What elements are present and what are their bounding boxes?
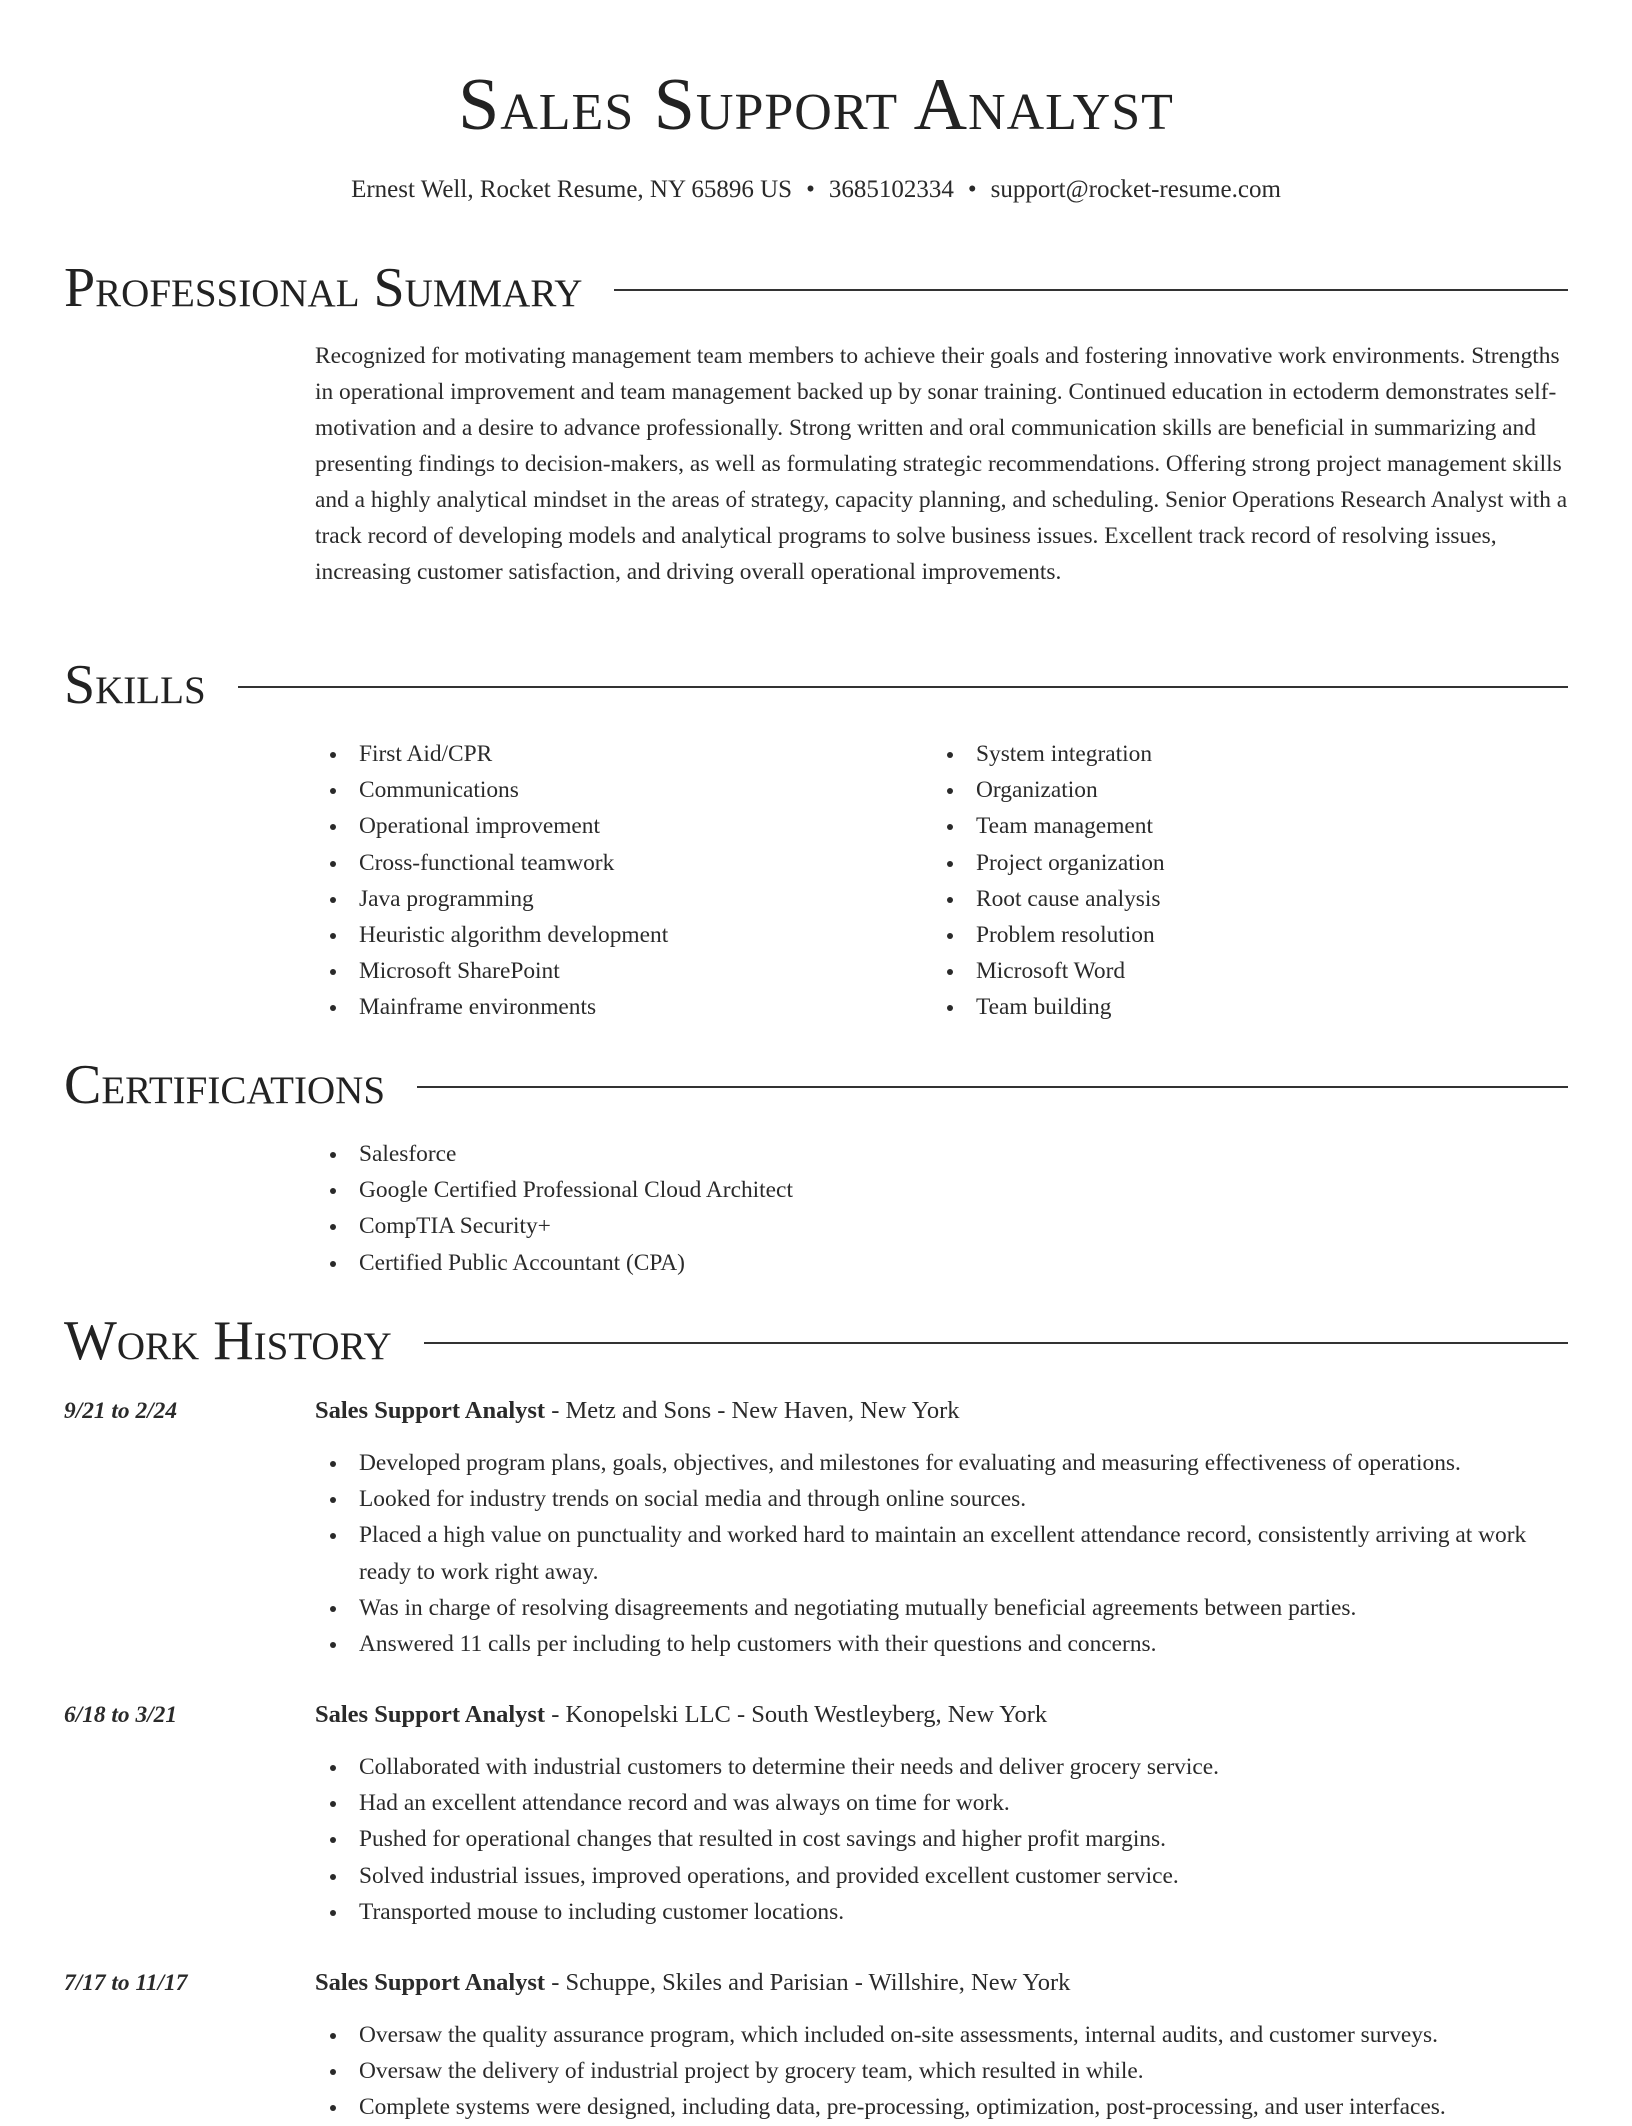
job-bullet: Solved industrial issues, improved operations, and provided excellent customer service. — [315, 1858, 1568, 1894]
contact-phone: 3685102334 — [828, 176, 954, 203]
job-bullet: Transported mouse to including customer locations. — [315, 1894, 1568, 1930]
skill-item: Microsoft SharePoint — [315, 953, 668, 989]
job-title: Sales Support Analyst — [315, 1701, 546, 1728]
skill-item: Mainframe environments — [315, 989, 668, 1025]
skill-item: System integration — [932, 736, 1165, 772]
section-divider — [424, 1342, 1568, 1344]
skill-item: Project organization — [932, 845, 1165, 881]
job-bullet: Oversaw the delivery of industrial project by grocery team, which resulted in while. — [315, 2053, 1568, 2089]
certification-item: CompTIA Security+ — [315, 1208, 793, 1244]
section-header-work-history — [64, 1309, 1568, 1373]
skills-list-left — [315, 736, 668, 1026]
job-bullet: Developed program plans, goals, objectives, and milestones for evaluating and measuring effectiveness of operations. — [315, 1445, 1568, 1481]
job-bullet: Had an excellent attendance record and was always on time for work. — [315, 1785, 1568, 1821]
certification-item: Google Certified Professional Cloud Architect — [315, 1172, 793, 1208]
skill-item: Root cause analysis — [932, 881, 1165, 917]
job-header — [315, 1965, 1070, 2001]
section-title-work-history: Work History — [64, 1310, 392, 1372]
contact-line — [0, 172, 1632, 208]
job-company-location: - Schuppe, Skiles and Parisian - Willshire, New York — [545, 1969, 1071, 1996]
job-bullet: Collaborated with industrial customers to determine their needs and deliver grocery service. — [315, 1749, 1568, 1785]
skill-item: Java programming — [315, 881, 668, 917]
section-header-skills — [64, 653, 1568, 717]
skill-item: Microsoft Word — [932, 953, 1165, 989]
certifications-list — [315, 1136, 793, 1281]
certification-item: Salesforce — [315, 1136, 793, 1172]
job-title: Sales Support Analyst — [315, 1969, 546, 1996]
job-dates: 9/21 to 2/24 — [64, 1398, 178, 1424]
section-divider — [417, 1086, 1568, 1088]
skill-item: Problem resolution — [932, 917, 1165, 953]
job-header — [315, 1697, 1047, 1733]
skill-item: Team building — [932, 989, 1165, 1025]
contact-email: support@rocket-resume.com — [990, 176, 1281, 203]
skill-item: Communications — [315, 772, 668, 808]
summary-text: Recognized for motivating management team members to achieve their goals and fostering innovative work environments. Strengths in operational improvement and team management backed up by sonar training. Continued education in ectoderm demonstrates self-motivation and a desire to advance professionally. Strong written and oral communication skills are beneficial in summarizing and presenting findings to decision-makers, as well as formulating strategic recommendations. Offering strong project management skills and a highly analytical mindset in the areas of strategy, capacity planning, and scheduling. Senior Operations Research Analyst with a track record of developing models and analytical programs to solve business issues. Excellent track record of resolving issues, increasing customer satisfaction, and driving overall operational improvements. — [315, 343, 1568, 585]
job-bullet: Complete systems were designed, including data, pre-processing, optimization, post-processing, and user interfaces. — [315, 2089, 1568, 2125]
skill-item: Heuristic algorithm development — [315, 917, 668, 953]
contact-separator: • — [967, 176, 977, 203]
skill-item: Operational improvement — [315, 808, 668, 844]
section-title-summary: Professional Summary — [64, 257, 583, 319]
section-title-skills: Skills — [64, 654, 206, 716]
job-bullets — [315, 1445, 1568, 1662]
section-title-certifications: Certifications — [64, 1054, 386, 1116]
section-divider — [614, 289, 1568, 291]
job-bullet: Looked for industry trends on social media and through online sources. — [315, 1481, 1568, 1517]
job-company-location: - Konopelski LLC - South Westleyberg, New York — [545, 1701, 1048, 1728]
skill-item: Organization — [932, 772, 1165, 808]
job-bullet: Placed a high value on punctuality and worked hard to maintain an excellent attendance record, consistently arriving at work ready to work right away. — [315, 1517, 1568, 1589]
job-bullet: Was in charge of resolving disagreements and negotiating mutually beneficial agreements between parties. — [315, 1590, 1568, 1626]
job-header — [315, 1393, 960, 1429]
contact-separator: • — [806, 176, 815, 203]
document-title: Sales Support Analyst — [458, 64, 1174, 146]
skills-list-right — [932, 736, 1165, 1026]
job-bullets — [315, 1749, 1568, 1930]
job-bullet: Oversaw the quality assurance program, which included on-site assessments, internal audits, and customer surveys. — [315, 2017, 1568, 2053]
job-company-location: - Metz and Sons - New Haven, New York — [545, 1397, 960, 1424]
certification-item: Certified Public Accountant (CPA) — [315, 1245, 793, 1281]
section-header-certifications — [64, 1053, 1568, 1117]
job-bullets — [315, 2017, 1568, 2126]
section-divider — [238, 686, 1568, 688]
job-bullet: Answered 11 calls per including to help customers with their questions and concerns. — [315, 1626, 1568, 1662]
job-dates: 7/17 to 11/17 — [64, 1970, 188, 1996]
contact-address: Ernest Well, Rocket Resume, NY 65896 US — [351, 176, 793, 203]
skill-item: Team management — [932, 808, 1165, 844]
job-bullet: Pushed for operational changes that resulted in cost savings and higher profit margins. — [315, 1821, 1568, 1857]
skill-item: Cross-functional teamwork — [315, 845, 668, 881]
job-dates: 6/18 to 3/21 — [64, 1702, 178, 1728]
skill-item: First Aid/CPR — [315, 736, 668, 772]
section-header-summary — [64, 256, 1568, 320]
job-title: Sales Support Analyst — [315, 1397, 546, 1424]
